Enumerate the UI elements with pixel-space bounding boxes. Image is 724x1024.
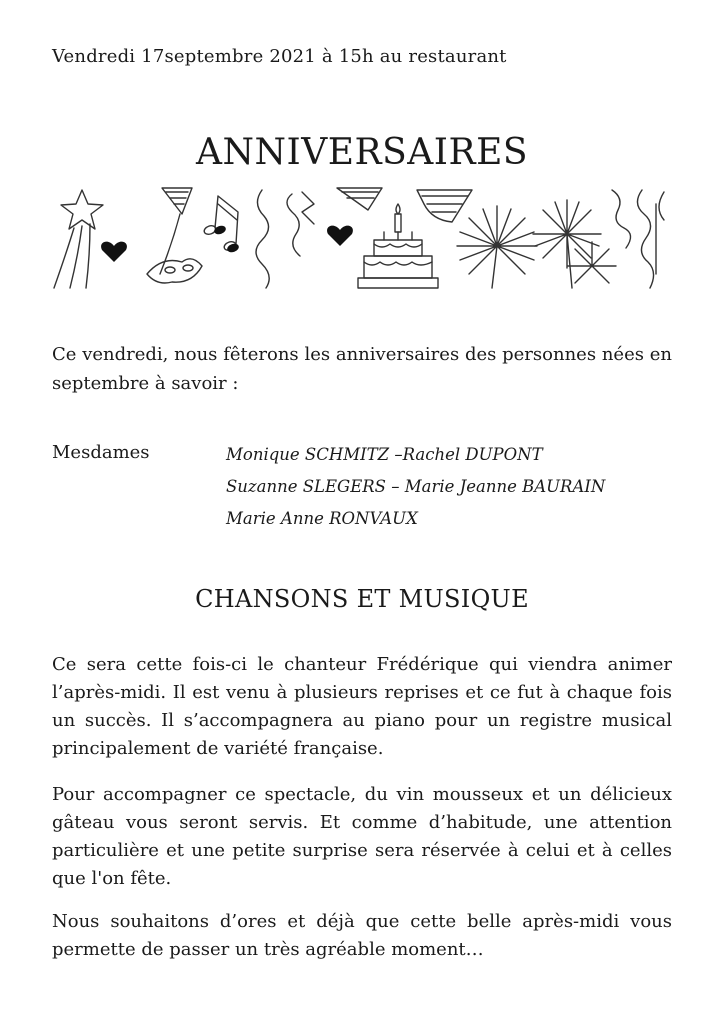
celebrant-line: Marie Anne RONVAUX [226,509,418,528]
music-paragraph: Ce sera cette fois-ci le chanteur Frédérique qui viendra animer l’après-midi. Il est venu à plusieurs reprises et ce fut à chaque fois un succès. Il s’accompagnera au piano pour un registre musical principalement de variété française. [52,654,672,759]
event-date-line: Vendredi 17septembre 2021 à 15h au restaurant [52,46,507,67]
intro-paragraph: Ce vendredi, nous fêterons les anniversaires des personnes nées en septembre à savoir : [52,344,672,394]
section-title-music: CHANSONS ET MUSIQUE [195,585,529,613]
page-title: ANNIVERSAIRES [195,132,529,173]
celebrant-line: Suzanne SLEGERS – Marie Jeanne BAURAIN [226,477,606,496]
celebrants-label: Mesdames [52,442,150,463]
celebrant-names [226,442,605,538]
celebrant-line: Monique SCHMITZ –Rachel DUPONT [226,445,543,464]
birthday-banner [52,184,675,290]
closing-paragraph: Nous souhaitons d’ores et déjà que cette belle après-midi vous permette de passer un très agréable moment… [52,911,672,960]
refreshments-paragraph: Pour accompagner ce spectacle, du vin mousseux et un délicieux gâteau vous seront servis. Et comme d’habitude, une attention particulière et une petite surprise sera réservée à celui et à celles que l'on fête. [52,784,672,889]
